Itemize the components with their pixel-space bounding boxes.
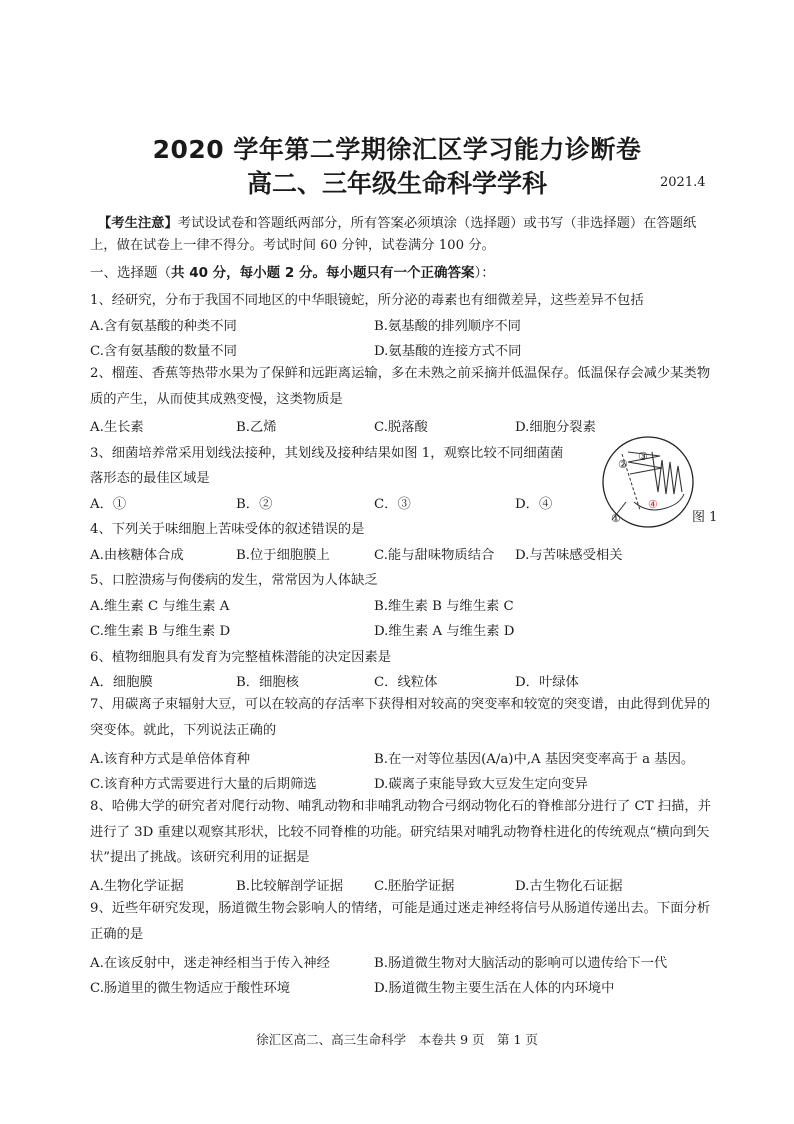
- notice-text: 考试设试卷和答题纸两部分，所有答案必须填涂（选择题）或书写（非选择题）在答题纸上，做在试卷上一律不得分。考试时间 60 分钟，试卷满分 100 分。: [90, 216, 697, 253]
- question-6-option-c: C．线粒体: [374, 675, 438, 690]
- section-rule: 共 40 分，每小题 2 分。每小题只有一个正确答案: [171, 265, 475, 281]
- question-4-option-d: D.与苦味感受相关: [515, 548, 623, 563]
- exam-date: 2021.4: [660, 175, 706, 190]
- question-9-option-a: A.在该反射中，迷走神经相当于传入神经: [90, 956, 330, 971]
- question-7-option-b: B.在一对等位基因(A/a)中,A 基因突变率高于 a 基因。: [374, 752, 695, 767]
- question-5-option-c: C.维生素 B 与维生素 D: [90, 624, 231, 639]
- question-5-option-a: A.维生素 C 与维生素 A: [90, 599, 230, 614]
- question-2-option-d: D.细胞分裂素: [515, 420, 596, 435]
- question-1-option-a: A.含有氨基酸的种类不同: [90, 319, 237, 334]
- region-mark-1: ①: [611, 512, 621, 525]
- question-1-option-c: C.含有氨基酸的数量不同: [90, 344, 237, 359]
- notice-tag: 【考生注意】: [98, 216, 178, 231]
- question-4-option-c: C.能与甜味物质结合: [374, 548, 495, 563]
- streak-line-3: [652, 452, 682, 494]
- question-2-option-c: C.脱落酸: [374, 420, 428, 435]
- region-mark-4: ④: [648, 498, 658, 511]
- question-3-option-d: D．④: [515, 497, 553, 512]
- page-footer: 徐汇区高二、高三生命科学 本卷共 9 页 第 1 页: [256, 1032, 538, 1047]
- section-suffix: ）：: [474, 265, 495, 281]
- question-8-option-a: A.生物化学证据: [90, 879, 184, 894]
- section-prefix: 一、选择题（: [90, 265, 171, 281]
- question-6-option-a: A．细胞膜: [90, 675, 153, 690]
- question-8-option-b: B.比较解剖学证据: [236, 879, 344, 894]
- question-7-stem: 7、用碳离子束辐射大豆，可以在较高的存活率下获得相对较高的突变率和较宽的突变谱，由此得到优异的突变体。就此，下列说法正确的: [90, 697, 711, 738]
- question-9-option-c: C.肠道里的微生物适应于酸性环境: [90, 981, 291, 996]
- question-6-option-d: D．叶绿体: [515, 675, 579, 690]
- question-1-option-b: B.氨基酸的排列顺序不同: [374, 319, 521, 334]
- question-9-option-b: B.肠道微生物对大脑活动的影响可以遗传给下一代: [374, 956, 668, 971]
- question-5-option-d: D.维生素 A 与维生素 D: [374, 624, 515, 639]
- question-1-option-d: D.氨基酸的连接方式不同: [374, 344, 522, 359]
- question-7-option-c: C.该育种方式需要进行大量的后期筛选: [90, 777, 317, 792]
- question-5-option-b: B.维生素 B 与维生素 C: [374, 599, 514, 614]
- question-7-option-d: D.碳离子束能导致大豆发生定向变异: [374, 777, 588, 792]
- question-5-stem: 5、口腔溃疡与佝偻病的发生，常常因为人体缺乏: [90, 573, 378, 588]
- question-4-option-a: A.由核糖体合成: [90, 548, 184, 563]
- question-4-stem: 4、下列关于味细胞上苦味受体的叙述错误的是: [90, 522, 365, 537]
- candidate-notice: [90, 213, 710, 257]
- question-3-option-c: C．③: [374, 497, 411, 512]
- question-7-option-a: A.该育种方式是单倍体育种: [90, 752, 251, 767]
- question-9-option-d: D.肠道微生物主要生活在人体的内环境中: [374, 981, 615, 996]
- region-mark-3: ③: [638, 450, 648, 463]
- region-mark-2: ②: [618, 458, 628, 471]
- exam-title: 2020 学年第二学期徐汇区学习能力诊断卷: [152, 135, 642, 164]
- section-heading: [90, 261, 495, 281]
- question-3-stem-line2: 落形态的最佳区域是: [90, 471, 210, 486]
- exam-subtitle: 高二、三年级生命科学学科: [246, 169, 547, 198]
- question-4-option-b: B.位于细胞膜上: [236, 548, 330, 563]
- question-6-stem: 6、植物细胞具有发育为完整植株潜能的决定因素是: [90, 650, 391, 665]
- question-6-option-b: B．细胞核: [236, 675, 299, 690]
- question-8-option-c: C.胚胎学证据: [374, 879, 455, 894]
- question-2-option-b: B.乙烯: [236, 420, 277, 435]
- question-2-stem: 2、榴莲、香蕉等热带水果为了保鲜和远距离运输，多在未熟之前采摘并低温保存。低温保存会减少某类物质的产生，从而使其成熟变慢，这类物质是: [90, 366, 711, 407]
- question-8-stem: 8、哈佛大学的研究者对爬行动物、哺乳动物和非哺乳动物合弓纲动物化石的脊椎部分进行了 CT 扫描，并进行了 3D 重建以观察其形状，比较不同脊椎的功能。研究结果对哺乳动物脊柱进化的传统观点“横向到矢状”提出了挑战。该研究利用的证据是: [90, 799, 712, 865]
- question-8-option-d: D.古生物化石证据: [515, 879, 623, 894]
- question-3-option-a: A．①: [90, 497, 127, 512]
- streak-line-4: [634, 494, 684, 510]
- question-9-stem: 9、近些年研究发现，肠道微生物会影响人的情绪，可能是通过迷走神经将信号从肠道传递出去。下面分析正确的是: [90, 901, 711, 942]
- question-3-stem-line1: 3、细菌培养常采用划线法接种，其划线及接种结果如图 1，观察比较不同细菌菌: [90, 446, 564, 461]
- question-3-option-b: B．②: [236, 497, 273, 512]
- streak-plate-figure: [598, 432, 702, 532]
- question-1-stem: 1、经研究，分布于我国不同地区的中华眼镜蛇，所分泌的毒素也有细微差异，这些差异不包括: [90, 293, 644, 308]
- question-2-option-a: A.生长素: [90, 420, 144, 435]
- figure-1-label: 图 1: [692, 510, 718, 525]
